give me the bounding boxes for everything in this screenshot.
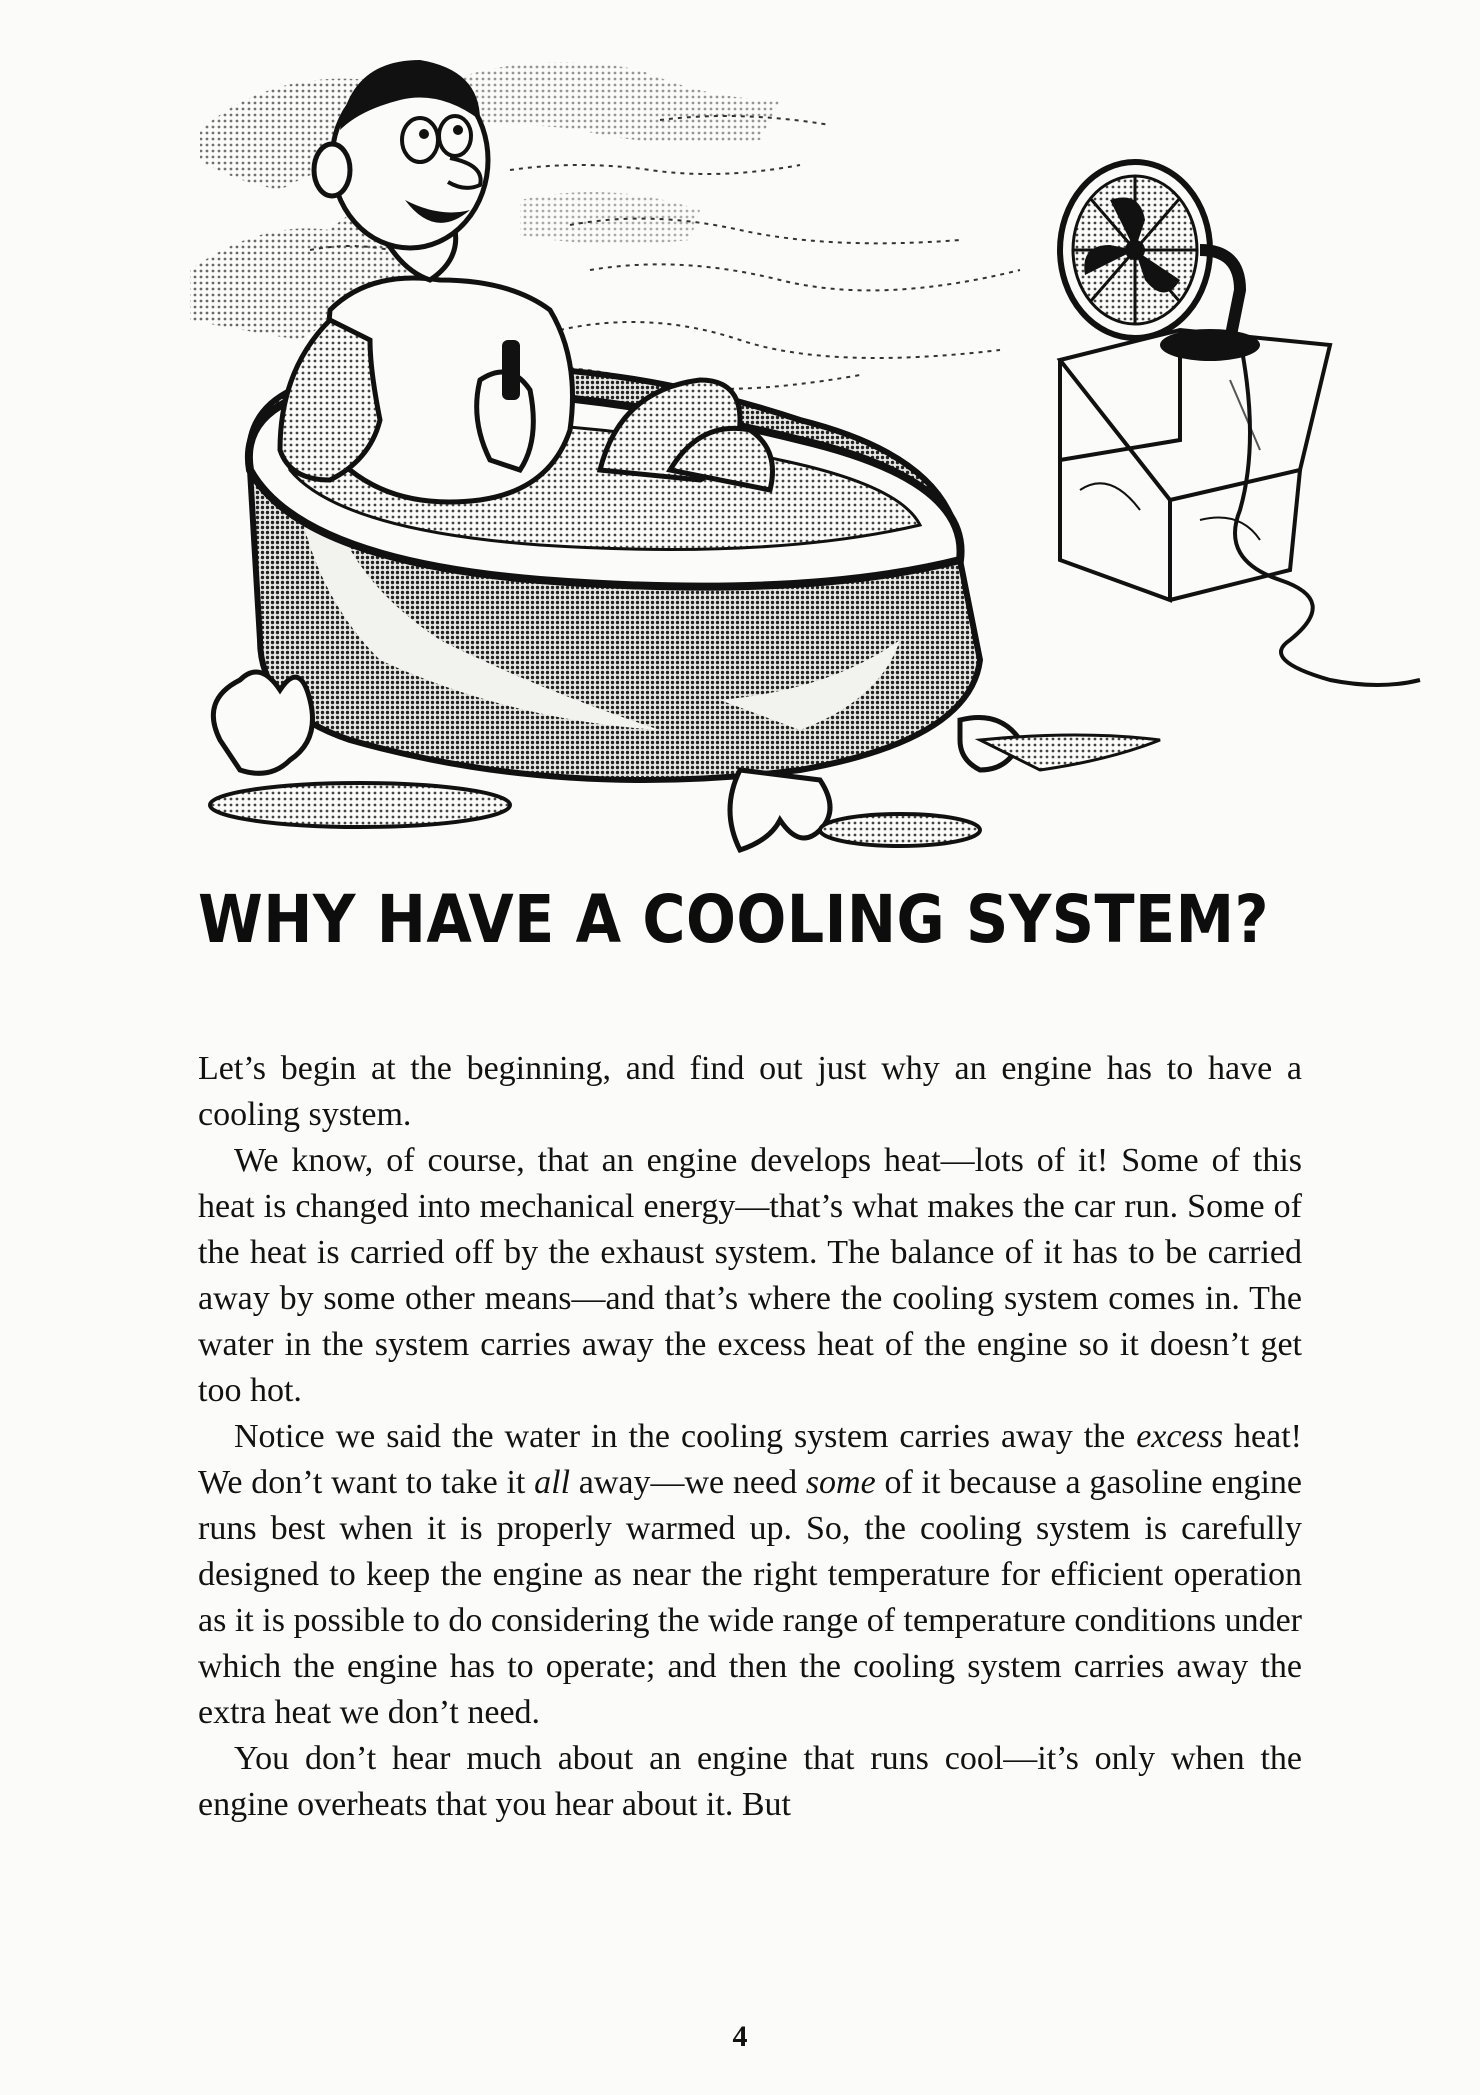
paragraph-2 [198, 1138, 1302, 1414]
text-run: Let’s begin at the beginning, and find out just why an engine has to have a cooling system. [198, 1050, 1302, 1133]
text-run: You don’t hear much about an engine that runs cool—it’s only when the engine overheats that you hear about it. But [198, 1740, 1302, 1823]
emphasis-text: some [805, 1464, 876, 1501]
bathtub-fan-illustration [180, 40, 1430, 870]
text-run: of it because a gasoline engine runs best when it is properly warmed up. So, the cooling system is carefully designed to keep the engine as near the right temperature for efficient operation as it is possible to do considering the wide range of temperature conditions under which the engine has to operate; and then the cooling system carries away the extra heat we don’t need. [198, 1464, 1303, 1731]
body-text [198, 1046, 1302, 1828]
page-title: WHY HAVE A COOLING SYSTEM? [198, 881, 1270, 958]
emphasis-text: excess [1136, 1418, 1224, 1455]
ice-block [1060, 330, 1330, 600]
paragraph-4 [198, 1736, 1302, 1828]
text-run: away—we need [570, 1464, 806, 1501]
text-run: heat! We don’t want to take it [198, 1418, 1302, 1501]
paragraph-1 [198, 1046, 1302, 1138]
text-run: Notice we said the water in the cooling system carries away the [234, 1418, 1137, 1455]
text-run: We know, of course, that an engine develops heat—lots of it! Some of this heat is changed into mechanical energy—that’s what makes the car run. Some of the heat is carried off by the exhaust system. The balance of it has to be carried away by some other means—and that’s where the cooling system comes in. The water in the system carries away the excess heat of the engine so it doesn’t get too hot. [198, 1142, 1302, 1409]
page-number: 4 [732, 2020, 748, 2053]
emphasis-text: all [534, 1464, 571, 1501]
paragraph-3 [198, 1414, 1302, 1736]
